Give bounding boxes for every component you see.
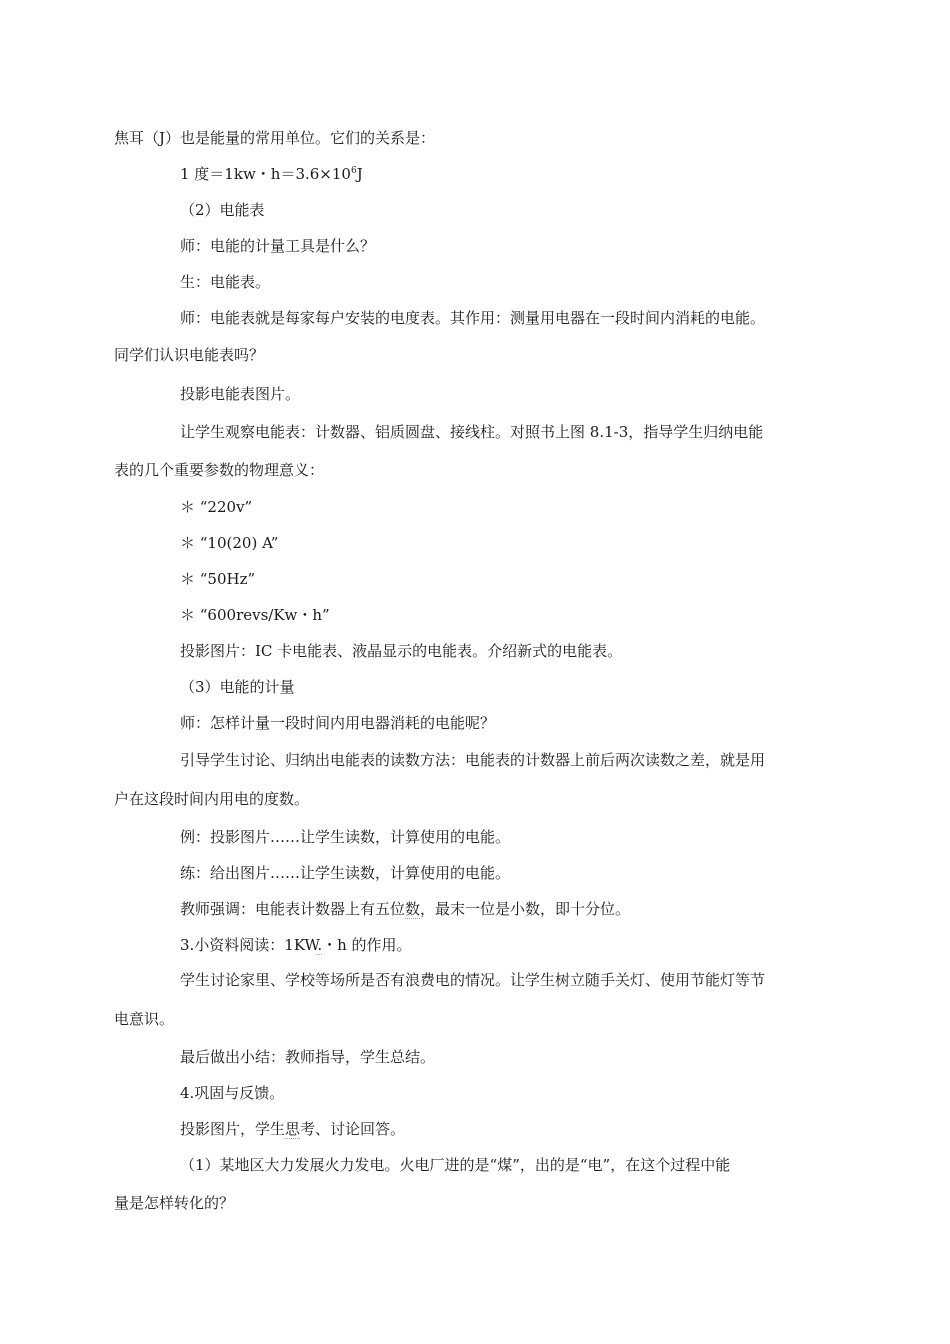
question-line: 量是怎样转化的？ [114,1194,235,1212]
text-line: 师：电能表就是每家每户安装的电度表。其作用：测量用电器在一段时间内消耗的电能。 [180,309,766,327]
text-segment: 教师强调：电能表计数器上有五位 [180,900,406,918]
text-line: 师：怎样计量一段时间内用电器消耗的电能呢？ [180,714,496,732]
text-segment: 3.小资料阅读：1KW [180,936,318,954]
text-line: 焦耳（J）也是能量的常用单位。它们的关系是： [114,129,436,147]
text-line: 投影电能表图片。 [180,385,301,403]
list-item: ＊ “220v” [180,498,253,516]
text-line [180,1119,405,1139]
section-heading: 4.巩固与反馈。 [180,1084,285,1102]
text-segment-underlined: 数 [405,900,421,918]
formula-line [180,164,363,184]
text-line: 户在这段时间内用电的度数。 [114,790,310,808]
text-line: 让学生观察电能表：计数器、铝质圆盘、接线柱。对照书上图 8.1-3，指导学生归纳电能 [180,423,764,441]
text-line: 师：电能的计量工具是什么？ [180,237,376,255]
text-segment-underlined: 思 [285,1120,301,1138]
text-line [180,935,412,955]
text-segment: ・h 的作用。 [322,936,412,954]
text-line: 例：投影图片……让学生读数，计算使用的电能。 [180,828,511,846]
list-item: ＊ “50Hz” [180,570,256,588]
formula-exponent: 6 [350,166,357,176]
question-line: （1）某地区大力发展火力发电。火电厂进的是“煤”，出的是“电”，在这个过程中能 [180,1156,731,1174]
text-line: 投影图片：IC 卡电能表、液晶显示的电能表。介绍新式的电能表。 [180,642,623,660]
text-line: 同学们认识电能表吗？ [114,346,265,364]
section-heading: （2）电能表 [180,201,265,219]
text-segment: ，最末一位是小数，即十分位。 [420,900,631,918]
text-line: 电意识。 [114,1010,175,1028]
text-line: 生：电能表。 [180,273,271,291]
text-segment: 考、讨论回答。 [300,1120,406,1138]
text-line: 学生讨论家里、学校等场所是否有浪费电的情况。让学生树立随手关灯、使用节能灯等节 [180,971,766,989]
text-line: 最后做出小结：教师指导，学生总结。 [180,1048,436,1066]
list-item: ＊ “600revs/Kw・h” [180,606,330,624]
text-line: 练：给出图片……让学生读数，计算使用的电能。 [180,864,511,882]
text-segment-underlined: . [317,936,323,954]
formula-unit: J [356,165,363,183]
text-line [180,899,630,919]
formula-text: 1 度＝1kw・h＝3.6×10 [180,165,351,183]
section-heading: （3）电能的计量 [180,678,295,696]
text-line: 表的几个重要参数的物理意义： [114,461,325,479]
text-line: 引导学生讨论、归纳出电能表的读数方法：电能表的计数器上前后两次读数之差，就是用 [180,751,766,769]
text-segment: 投影图片，学生 [180,1120,286,1138]
list-item: ＊ “10(20) A” [180,534,279,552]
